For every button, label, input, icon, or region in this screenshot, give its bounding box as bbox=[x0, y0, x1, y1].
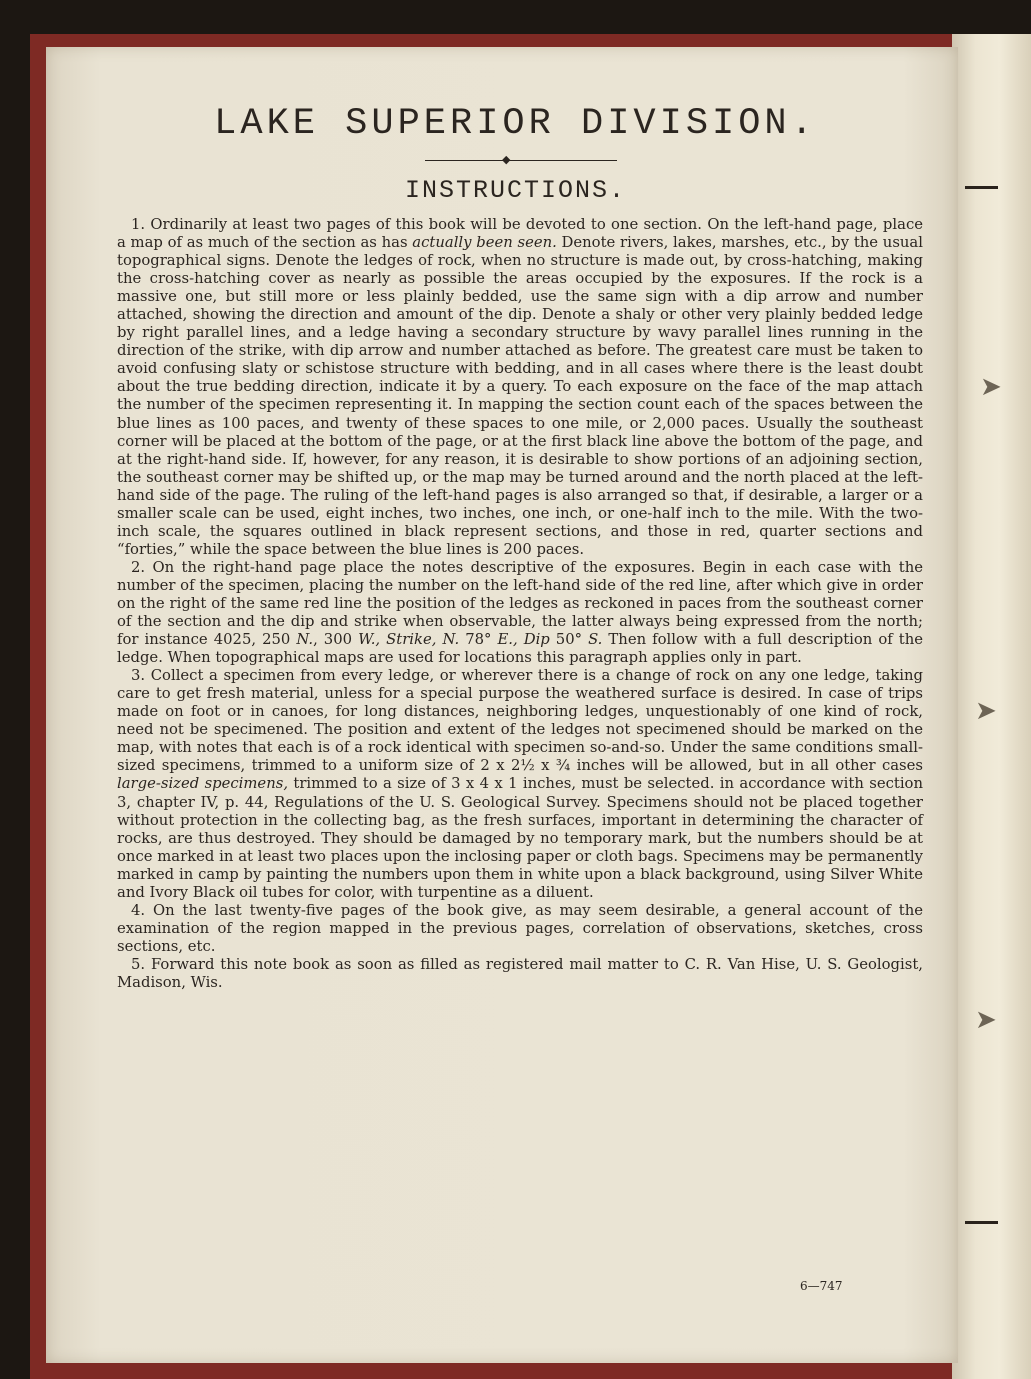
plate-number: 6—747 bbox=[800, 1279, 843, 1293]
binding-staple-icon: ➤ bbox=[980, 372, 1002, 402]
instruction-paragraph-2: 2. On the right-hand page place the notes descriptive of the exposures. Begin in each case with the number of the specimen, placing the number on the left-hand side of the red line, after which give in order on the right of the same red line the position of the ledges as reckoned in paces from the southeast corner of the section and the dip and strike when observable, the latter always being expressed from the north; for instance 4025, 250 N., 300 W., Strike, N. 78° E., Dip 50° S. Then follow with a full description of the ledge. When topographical maps are used for locations this paragraph applies only in part. bbox=[117, 558, 923, 667]
page-title: LAKE SUPERIOR DIVISION. bbox=[214, 103, 817, 145]
binding-staple-icon: ➤ bbox=[975, 696, 997, 726]
instruction-paragraph-1: 1. Ordinarily at least two pages of this book will be devoted to one section. On the left-hand page, place a map of as much of the section as has actually been seen. Denote rivers, lakes, marshes, etc., by the usual topographical signs. Denote the ledges of rock, when no structure is made out, by cross-hatching, making the cross-hatching cover as nearly as possible the areas occupied by the exposures. If the rock is a massive one, but still more or less plainly bedded, use the same sign with a dip arrow and number attached, showing the direction and amount of the dip. Denote a shaly or other very plainly bedded ledge by right parallel lines, and a ledge having a secondary structure by wavy parallel lines running in the direction of the strike, with dip arrow and number attached as before. The greatest care must be taken to avoid confusing slaty or schistose structure with bedding, and in all cases where there is the least doubt about the true bedding direction, indicate it by a query. To each exposure on the face of the map attach the number of the specimen representing it. In mapping the section count each of the spaces between the blue lines as 100 paces, and twenty of these spaces to one mile, or 2,000 paces. Usually the southeast corner will be placed at the bottom of the page, or at the first black line above the bottom of the page, and at the right-hand side. If, however, for any reason, it is desirable to show portions of an adjoining section, the southeast corner may be shifted up, or the map may be turned around and the north placed at the left-hand side of the page. The ruling of the left-hand pages is also arranged so that, if desirable, a larger or a smaller scale can be used, eight inches, two inches, one inch, or one-half inch to the mile. With the two-inch scale, the squares outlined in black represent sections, and those in red, quarter sections and “forties,” while the space between the blue lines is 200 paces. bbox=[117, 216, 923, 558]
title-divider bbox=[425, 160, 617, 161]
instruction-paragraph-4: 4. On the last twenty-five pages of the book give, as may seem desirable, a general account of the examination of the region mapped in the previous pages, correlation of observations, sketches, cross sections, etc. bbox=[117, 901, 923, 955]
instruction-paragraph-3: 3. Collect a specimen from every ledge, or wherever there is a change of rock on any one ledge, taking care to get fresh material, unless for a special purpose the weathered surface is desired. In case of trips made on foot or in canoes, for long distances, neighboring ledges, unquestionably of one kind of rock, need not be specimened. The position and extent of the ledges not specimened should be marked on the map, with notes that each is of a rock identical with specimen so-and-so. Under the same conditions small-sized specimens, trimmed to a uniform size of 2 x 2½ x ¾ inches will be allowed, but in all other cases large-sized specimens, trimmed to a size of 3 x 4 x 1 inches, must be selected. in accordance with section 3, chapter IV, p. 44, Regulations of the U. S. Geological Survey. Specimens should not be placed together without protection in the collecting bag, as the fresh surfaces, important in determining the character of rocks, are thus destroyed. They should be damaged by no temporary mark, but the numbers should be at once marked in at least two places upon the inclosing paper or cloth bags. Specimens may be permanently marked in camp by painting the numbers upon them in white upon a black background, using Silver White and Ivory Black oil tubes for color, with turpentine as a diluent. bbox=[117, 667, 923, 901]
instructions-body bbox=[117, 216, 923, 992]
instruction-paragraph-5: 5. Forward this note book as soon as filled as registered mail matter to C. R. Van Hise, U. S. Geologist, Madison, Wis. bbox=[117, 955, 923, 991]
binding-thread-mark bbox=[965, 1221, 998, 1224]
divider-ornament-icon: ◆ bbox=[502, 153, 511, 166]
page-subtitle: INSTRUCTIONS. bbox=[404, 176, 627, 205]
binding-staple-icon: ➤ bbox=[975, 1005, 997, 1035]
